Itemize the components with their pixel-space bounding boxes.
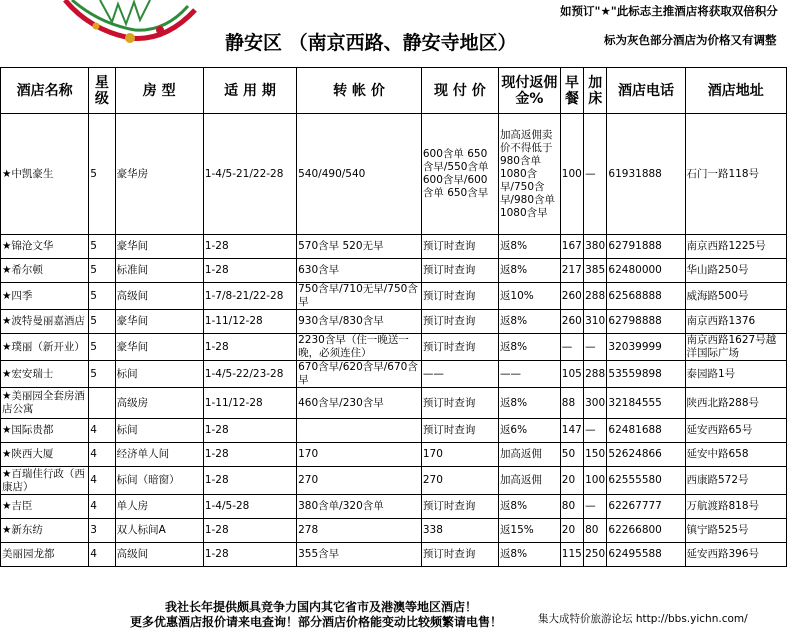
commission-cell: 返8% [498,310,560,334]
header [0,0,788,66]
transfer-price-cell: 570含早 520无早 [297,235,422,259]
breakfast-cell: 260 [560,283,583,310]
star-cell: 4 [89,495,115,519]
address-cell: 延安中路658 [685,443,787,467]
phone-cell: 62480000 [607,259,685,283]
star-cell: 4 [89,419,115,443]
phone-cell: 53559898 [607,361,685,388]
star-cell: 5 [89,310,115,334]
extra-bed-cell: 80 [584,519,607,543]
hotel-price-table [0,67,787,567]
transfer-price-cell: 750含早/710无早/750含早 [297,283,422,310]
room-type-cell: 标间（暗窗） [115,467,203,495]
star-cell: 5 [89,235,115,259]
cash-price-cell: 预订时查询 [421,495,498,519]
star-cell: 3 [89,519,115,543]
col-room-type: 房 型 [115,68,203,114]
col-extra-bed: 加床 [584,68,607,114]
star-cell: 5 [89,283,115,310]
period-cell: 1-28 [203,443,296,467]
transfer-price-cell: 270 [297,467,422,495]
room-type-cell: 豪华间 [115,235,203,259]
breakfast-cell: 100 [560,114,583,235]
hotel-name-cell: ★波特曼丽嘉酒店 [1,310,89,334]
room-type-cell: 豪华间 [115,334,203,361]
commission-cell: 返6% [498,419,560,443]
phone-cell: 62481688 [607,419,685,443]
room-type-cell: 双人标间A [115,519,203,543]
table-row [1,495,787,519]
address-cell: 泰园路1号 [685,361,787,388]
phone-cell: 62568888 [607,283,685,310]
extra-bed-cell: — [584,334,607,361]
address-cell: 石门一路118号 [685,114,787,235]
promo-line-2: 更多优惠酒店报价请来电查询！部分酒店价格能变动比较频繁请电售！ [130,615,503,629]
commission-cell: 返8% [498,388,560,419]
transfer-price-cell: 170 [297,443,422,467]
star-cell: 4 [89,467,115,495]
cash-price-cell: 170 [421,443,498,467]
table-row [1,114,787,235]
extra-bed-cell: 380 [584,235,607,259]
cash-price-cell: 预订时查询 [421,310,498,334]
hotel-name-cell: ★百瑞佳行政（西康店） [1,467,89,495]
room-type-cell: 豪华间 [115,310,203,334]
period-cell: 1-28 [203,419,296,443]
cash-price-cell: 预订时查询 [421,334,498,361]
breakfast-cell: 20 [560,519,583,543]
table-row [1,419,787,443]
transfer-price-cell: 930含早/830含早 [297,310,422,334]
col-commission: 现付返佣金% [498,68,560,114]
col-breakfast: 早餐 [560,68,583,114]
extra-bed-cell: 150 [584,443,607,467]
table-row [1,334,787,361]
star-cell [89,388,115,419]
table-row [1,543,787,567]
address-cell: 陕西北路288号 [685,388,787,419]
phone-cell: 62266800 [607,519,685,543]
transfer-price-cell: 355含早 [297,543,422,567]
commission-cell: 返8% [498,259,560,283]
star-cell: 5 [89,114,115,235]
address-cell: 万航渡路818号 [685,495,787,519]
extra-bed-cell: 300 [584,388,607,419]
extra-bed-cell: 288 [584,361,607,388]
transfer-price-cell: 460含早/230含早 [297,388,422,419]
breakfast-cell: 115 [560,543,583,567]
room-type-cell: 高级房 [115,388,203,419]
star-note: 如预订"★"此标志主推酒店将获取双倍积分 [560,4,778,18]
table-row [1,467,787,495]
footer [0,598,788,630]
address-cell: 南京西路1376 [685,310,787,334]
address-cell: 西康路572号 [685,467,787,495]
col-hotel-name: 酒店名称 [1,68,89,114]
period-cell: 1-28 [203,543,296,567]
table-row [1,361,787,388]
hotel-name-cell: 美丽园龙都 [1,543,89,567]
transfer-price-cell: 380含单/320含单 [297,495,422,519]
commission-cell: 加高返佣 [498,467,560,495]
period-cell: 1-4/5-21/22-28 [203,114,296,235]
period-cell: 1-28 [203,259,296,283]
table-row [1,283,787,310]
promo-line-1: 我社长年提供颇具竞争力国内其它省市及港澳等地区酒店！ [165,600,478,614]
room-type-cell: 标准间 [115,259,203,283]
extra-bed-cell: 288 [584,283,607,310]
phone-cell: 62791888 [607,235,685,259]
col-phone: 酒店电话 [607,68,685,114]
table-row [1,259,787,283]
transfer-price-cell: 670含早/620含早/670含早 [297,361,422,388]
hotel-name-cell: ★四季 [1,283,89,310]
col-period: 适 用 期 [203,68,296,114]
cash-price-cell: 600含单 650含早/550含单600含早/600含单 650含早 [421,114,498,235]
period-cell: 1-7/8-21/22-28 [203,283,296,310]
gray-note: 标为灰色部分酒店为价格又有调整 [604,33,777,47]
extra-bed-cell: 310 [584,310,607,334]
address-cell: 威海路500号 [685,283,787,310]
christmas-decoration-icon [60,0,200,60]
cash-price-cell: 预订时查询 [421,283,498,310]
table-header-row [1,68,787,114]
address-cell: 延安西路396号 [685,543,787,567]
commission-cell: 加高返佣卖价不得低于980含单 1080含早/750含早/980含单 1080含早 [498,114,560,235]
hotel-name-cell: ★国际贵都 [1,419,89,443]
hotel-name-cell: ★吉臣 [1,495,89,519]
phone-cell: 32039999 [607,334,685,361]
page-title: 静安区 （南京西路、静安寺地区） [225,32,517,54]
breakfast-cell: 217 [560,259,583,283]
cash-price-cell: 338 [421,519,498,543]
table-row [1,310,787,334]
period-cell: 1-28 [203,519,296,543]
transfer-price-cell: 278 [297,519,422,543]
cash-price-cell: 预订时查询 [421,259,498,283]
extra-bed-cell: 250 [584,543,607,567]
room-type-cell: 标间 [115,419,203,443]
phone-cell: 61931888 [607,114,685,235]
address-cell: 镇宁路525号 [685,519,787,543]
cash-price-cell: 预订时查询 [421,235,498,259]
star-cell: 5 [89,259,115,283]
star-cell: 5 [89,334,115,361]
period-cell: 1-11/12-28 [203,388,296,419]
period-cell: 1-11/12-28 [203,310,296,334]
star-cell: 4 [89,543,115,567]
cash-price-cell: —— [421,361,498,388]
cash-price-cell: 270 [421,467,498,495]
commission-cell: 返10% [498,283,560,310]
commission-cell: —— [498,361,560,388]
table-row [1,388,787,419]
room-type-cell: 豪华房 [115,114,203,235]
phone-cell: 62555580 [607,467,685,495]
table-row [1,443,787,467]
transfer-price-cell: 540/490/540 [297,114,422,235]
period-cell: 1-4/5-22/23-28 [203,361,296,388]
hotel-name-cell: ★新东纺 [1,519,89,543]
period-cell: 1-4/5-28 [203,495,296,519]
table-row [1,519,787,543]
hotel-name-cell: ★锦沧文华 [1,235,89,259]
cash-price-cell: 预订时查询 [421,388,498,419]
breakfast-cell: 260 [560,310,583,334]
extra-bed-cell: — [584,114,607,235]
transfer-price-cell [297,419,422,443]
phone-cell: 62798888 [607,310,685,334]
breakfast-cell: 167 [560,235,583,259]
period-cell: 1-28 [203,235,296,259]
col-transfer-price: 转 帐 价 [297,68,422,114]
breakfast-cell: 105 [560,361,583,388]
hotel-name-cell: ★璞丽（新开业） [1,334,89,361]
hotel-name-cell: ★希尔顿 [1,259,89,283]
room-type-cell: 标间 [115,361,203,388]
extra-bed-cell: 385 [584,259,607,283]
cash-price-cell: 预订时查询 [421,543,498,567]
commission-cell: 返8% [498,495,560,519]
breakfast-cell: 80 [560,495,583,519]
phone-cell: 52624866 [607,443,685,467]
room-type-cell: 高级间 [115,543,203,567]
transfer-price-cell: 630含早 [297,259,422,283]
cash-price-cell: 预订时查询 [421,419,498,443]
room-type-cell: 经济单人间 [115,443,203,467]
hotel-name-cell: ★宏安瑞士 [1,361,89,388]
period-cell: 1-28 [203,334,296,361]
address-cell: 南京西路1225号 [685,235,787,259]
address-cell: 华山路250号 [685,259,787,283]
hotel-name-cell: ★美丽园全套房酒店公寓 [1,388,89,419]
hotel-name-cell: ★陕西大厦 [1,443,89,467]
extra-bed-cell: — [584,495,607,519]
col-address: 酒店地址 [685,68,787,114]
col-star: 星级 [89,68,115,114]
breakfast-cell: 88 [560,388,583,419]
commission-cell: 返15% [498,519,560,543]
commission-cell: 返8% [498,235,560,259]
phone-cell: 62495588 [607,543,685,567]
forum-watermark: 集大成特价旅游论坛 http://bbs.yichn.com/ [538,613,748,625]
breakfast-cell: 147 [560,419,583,443]
star-cell: 4 [89,443,115,467]
star-cell: 5 [89,361,115,388]
address-cell: 南京西路1627号越洋国际广场 [685,334,787,361]
commission-cell: 返8% [498,543,560,567]
commission-cell: 返8% [498,334,560,361]
period-cell: 1-28 [203,467,296,495]
room-type-cell: 单人房 [115,495,203,519]
extra-bed-cell: — [584,419,607,443]
col-cash-price: 现 付 价 [421,68,498,114]
room-type-cell: 高级间 [115,283,203,310]
commission-cell: 加高返佣 [498,443,560,467]
table-row [1,235,787,259]
breakfast-cell: 20 [560,467,583,495]
transfer-price-cell: 2230含早（住一晚送一晚，必须连住） [297,334,422,361]
address-cell: 延安西路65号 [685,419,787,443]
breakfast-cell: 50 [560,443,583,467]
phone-cell: 32184555 [607,388,685,419]
hotel-name-cell: ★中凯豪生 [1,114,89,235]
extra-bed-cell: 100 [584,467,607,495]
breakfast-cell: — [560,334,583,361]
phone-cell: 62267777 [607,495,685,519]
